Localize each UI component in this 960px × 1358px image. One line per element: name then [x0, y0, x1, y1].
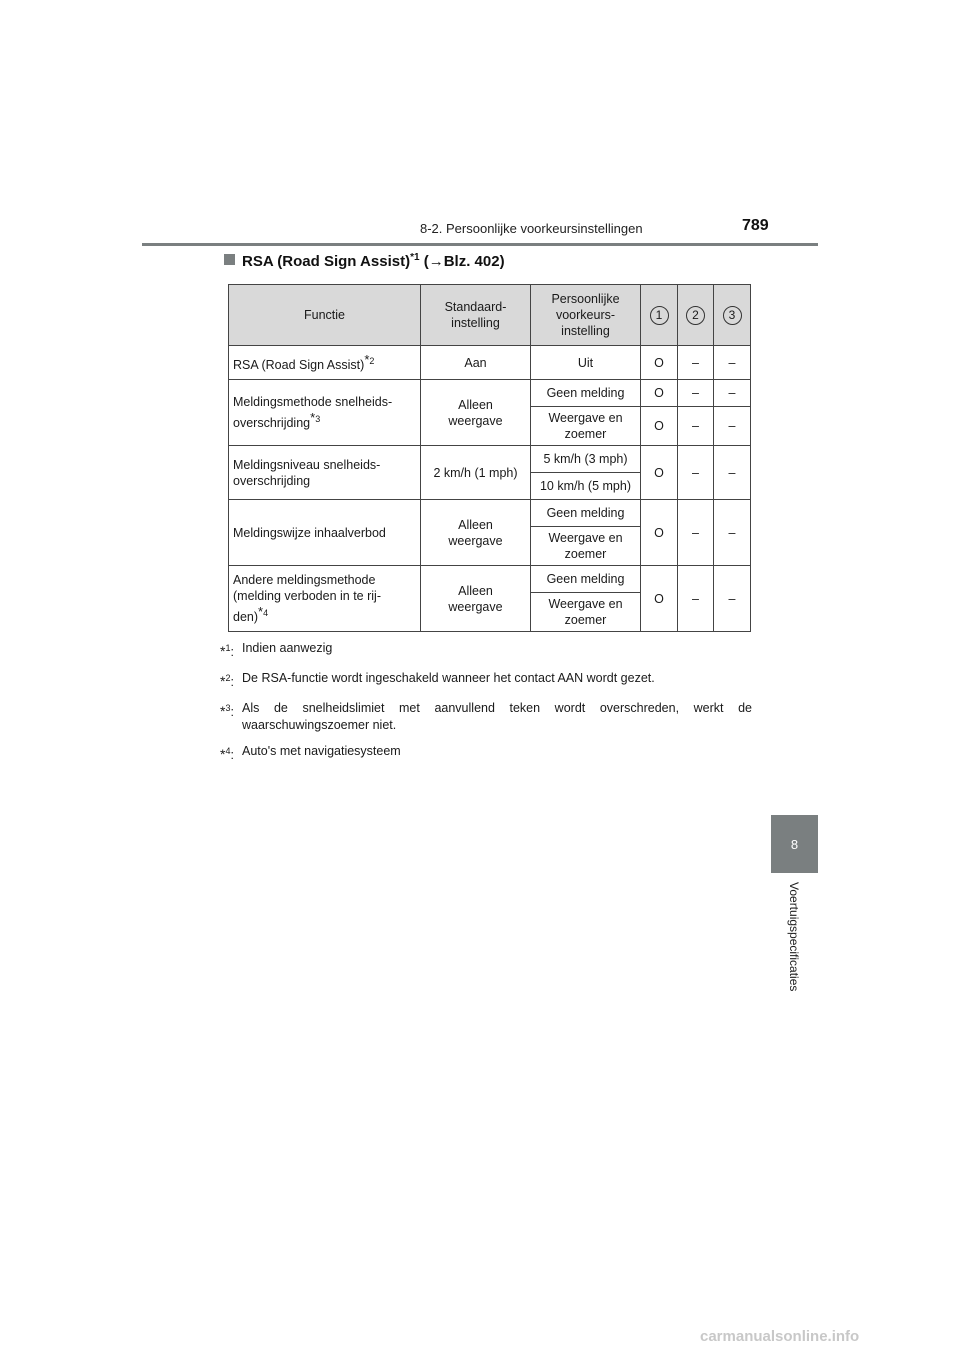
circled-three-icon: 3 — [723, 306, 742, 325]
footnote-item: *$^3$: Als de snelheidslimiet met aanvullend teken wordt overschreden, werkt de waarschuwingszoemer niet. — [220, 701, 752, 733]
header-function: Functie — [229, 285, 421, 346]
table-header-row — [229, 285, 751, 346]
table-row — [229, 380, 751, 407]
header-col3 — [714, 285, 751, 346]
chapter-number: 8 — [790, 836, 799, 852]
section-title-text: RSA (Road Sign Assist) — [242, 253, 411, 270]
section-title-footnote: 1 — [413, 252, 420, 263]
col1-cell: O — [641, 566, 678, 632]
col1-cell: O — [641, 346, 678, 380]
footnote-item: *$^2$: De RSA-functie wordt ingeschakeld wanneer het contact AAN wordt gezet. — [220, 670, 752, 691]
header-col2 — [678, 285, 714, 346]
col2-cell: – — [678, 407, 714, 446]
col2-cell: – — [678, 380, 714, 407]
col3-cell: – — [714, 500, 751, 566]
col3-cell: – — [714, 346, 751, 380]
footnote-text: Indien aanwezig — [242, 641, 333, 655]
footnote-text: Als de snelheidslimiet met aanvullend teken wordt overschreden, werkt de waarschuwingszoemer niet. — [242, 701, 752, 733]
footnote-star: * — [410, 252, 414, 263]
default-cell: Aan — [421, 346, 531, 380]
section-reference: (→Blz. 402) — [423, 253, 505, 270]
col3-cell: – — [714, 407, 751, 446]
function-cell: Andere meldingsmethode (melding verboden in te rij- den)$^{*4}$ — [229, 566, 421, 632]
col1-cell: O — [641, 500, 678, 566]
option-cell: Weergave en zoemer — [531, 527, 641, 566]
footnotes — [220, 640, 752, 773]
col1-cell: O — [641, 446, 678, 500]
header-section-title: 8-2. Persoonlijke voorkeursinstellingen — [420, 221, 643, 236]
footnote-text: Auto's met navigatiesysteem — [242, 744, 401, 759]
table-row — [229, 566, 751, 593]
watermark: carmanualsonline.info — [700, 1328, 860, 1345]
default-cell: Alleen weergave — [421, 500, 531, 566]
footnote-text: De RSA-functie wordt ingeschakeld wanneer het contact AAN wordt gezet. — [242, 671, 655, 686]
col1-cell: O — [641, 380, 678, 407]
header-col1 — [641, 285, 678, 346]
col2-cell: – — [678, 566, 714, 632]
settings-table — [228, 284, 751, 632]
col3-cell: – — [714, 380, 751, 407]
col3-cell: – — [714, 446, 751, 500]
table-row — [229, 446, 751, 473]
chapter-title: Voertuigspecificaties — [787, 882, 801, 992]
function-cell: Meldingsmethode snelheids- overschrijding$^{*3}$ — [229, 380, 421, 446]
page-number: 789 — [742, 217, 769, 234]
col2-cell: – — [678, 500, 714, 566]
header-divider — [142, 243, 818, 246]
table-row — [229, 346, 751, 380]
footnote-item: *$^1$: Indien aanwezig — [220, 640, 752, 661]
table-row — [229, 500, 751, 527]
option-cell: Geen melding — [531, 380, 641, 407]
footnote-item: *$^4$: Auto's met navigatiesysteem — [220, 743, 752, 764]
circled-two-icon: 2 — [686, 306, 705, 325]
option-cell: 10 km/h (5 mph) — [531, 473, 641, 500]
option-cell: Uit — [531, 346, 641, 380]
section-title — [224, 252, 505, 270]
col3-cell: – — [714, 566, 751, 632]
option-cell: Geen melding — [531, 566, 641, 593]
default-cell: Alleen weergave — [421, 566, 531, 632]
circled-one-icon: 1 — [650, 306, 669, 325]
header-custom: Persoonlijke voorkeurs- instelling — [531, 285, 641, 346]
col2-cell: – — [678, 446, 714, 500]
col2-cell: – — [678, 346, 714, 380]
option-cell: 5 km/h (3 mph) — [531, 446, 641, 473]
function-cell: Meldingsniveau snelheids- overschrijding — [229, 446, 421, 500]
option-cell: Weergave en zoemer — [531, 407, 641, 446]
option-cell: Geen melding — [531, 500, 641, 527]
default-cell: 2 km/h (1 mph) — [421, 446, 531, 500]
function-cell: RSA (Road Sign Assist)$^{*2}$ — [229, 346, 421, 380]
header-default: Standaard- instelling — [421, 285, 531, 346]
chapter-tab[interactable] — [771, 815, 818, 873]
col1-cell: O — [641, 407, 678, 446]
function-cell: Meldingswijze inhaalverbod — [229, 500, 421, 566]
square-bullet-icon — [224, 254, 235, 265]
option-cell: Weergave en zoemer — [531, 593, 641, 632]
default-cell: Alleen weergave — [421, 380, 531, 446]
